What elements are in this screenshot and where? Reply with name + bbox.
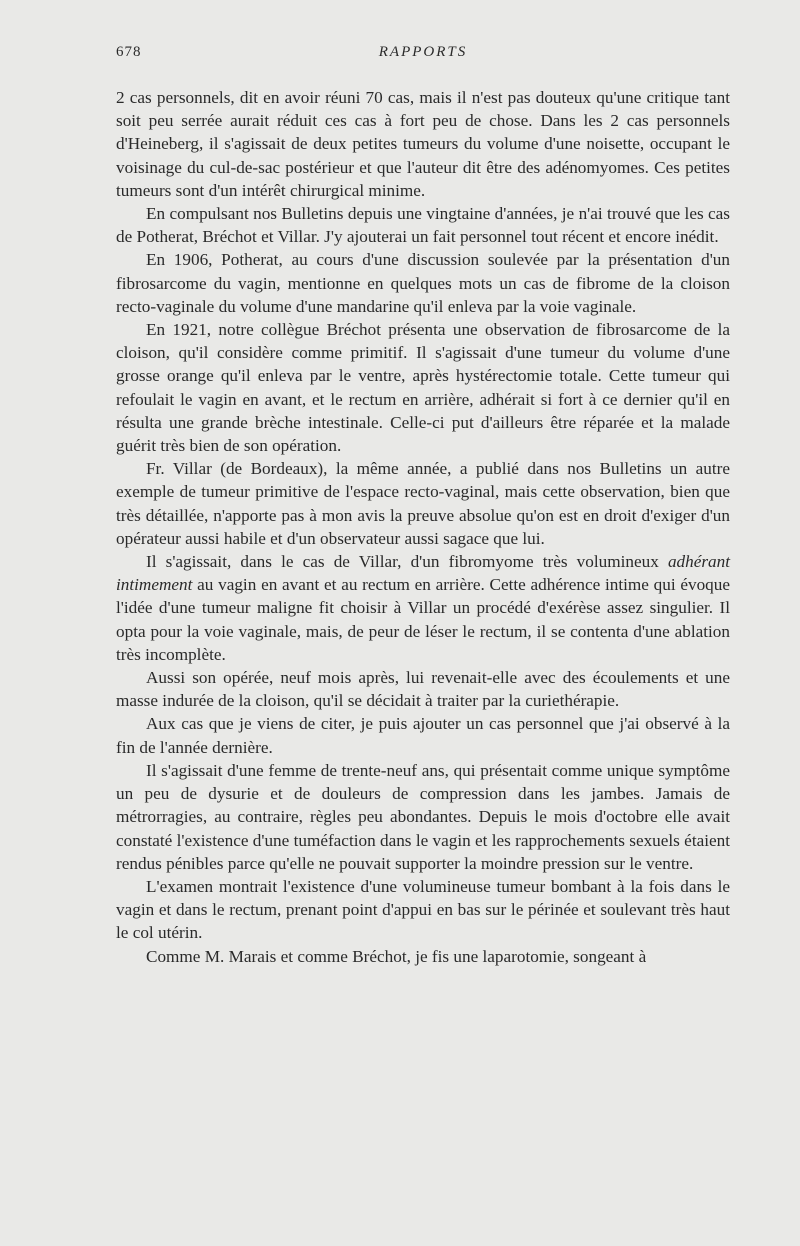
paragraph-10: L'examen montrait l'existence d'une volumineuse tumeur bombant à la fois dans le vagin et dans le rectum, prenant point d'appui en bas sur le périnée et soulevant très haut le col utérin. [116, 876, 730, 943]
paragraph-2: En compulsant nos Bulletins depuis une vingtaine d'années, je n'ai trouvé que les cas de Potherat, Bréchot et Villar. J'y ajouterai un fait personnel tout récent et encore inédit. [116, 204, 730, 247]
running-title: RAPPORTS [378, 44, 468, 60]
paragraph-4: En 1921, notre collègue Bréchot présenta une observation de fibrosarcome de la cloison, qu'il considère comme primitif. Il s'agissait d'une tumeur du volume d'une grosse orange qu'il enleva par le ventre, après hystérectomie totale. Cette tumeur qui refoulait le vagin en avant, et le rectum en arrière, adhérait si fort à ce dernier qu'il en résulta une grande brèche intestinale. Celle-ci put d'ailleurs être réparée et la malade guérit très bien de son opération. [116, 320, 730, 456]
paragraph-6-after: au vagin en avant et au rectum en arrière. Cette adhérence intime qui évoque l'idée d'une tumeur maligne fit choisir à Villar un procédé d'exérèse assez singulier. Il opta pour la voie vaginale, mais, de peur de léser le rectum, il se contenta d'une ablation très incomplète. [116, 575, 730, 664]
paragraph-11: Comme M. Marais et comme Bréchot, je fis une laparotomie, songeant à [146, 946, 647, 966]
body-text [116, 86, 730, 968]
paragraph-6 [116, 550, 730, 666]
paragraph-6-emphasis: adhérant intimement [116, 552, 730, 595]
paragraph-9: Il s'agissait d'une femme de trente-neuf ans, qui présentait comme unique symptôme un peu de dysurie et de douleurs de compression dans les jambes. Jamais de métrorragies, au contraire, règles peu abondantes. Depuis le mois d'octobre elle avait constaté l'existence d'une tuméfaction dans le vagin et les rapprochements sexuels étaient rendus pénibles parce qu'elle ne pouvait supporter la moindre pression sur le ventre. [116, 760, 730, 873]
paragraph-6-before: Il s'agissait, dans le cas de Villar, d'un fibromyome très volumineux [146, 552, 668, 572]
paragraph-8: Aux cas que je viens de citer, je puis ajouter un cas personnel que j'ai observé à la fin de l'année dernière. [116, 714, 730, 757]
paragraph-7: Aussi son opérée, neuf mois après, lui revenait-elle avec des écoulements et une masse indurée de la cloison, qu'il se décidait à traiter par la curiethérapie. [116, 668, 730, 711]
page-header [116, 40, 730, 66]
paragraph-5: Fr. Villar (de Bordeaux), la même année, a publié dans nos Bulletins un autre exemple de tumeur primitive de l'espace recto-vaginal, mais cette observation, bien que très détaillée, n'apporte pas à mon avis la preuve absolue qu'on est en droit d'exiger d'un opérateur aussi habile et d'un observateur aussi sagace que lui. [116, 459, 730, 548]
paragraph-1: 2 cas personnels, dit en avoir réuni 70 cas, mais il n'est pas douteux qu'une critique tant soit peu serrée aurait réduit ces cas à fort peu de chose. Dans les 2 cas personnels d'Heineberg, il s'agissait de deux petites tumeurs du volume d'une noisette, occupant le voisinage du cul-de-sac postérieur et que l'auteur dit être des adénomyomes. Ces petites tumeurs sont d'un intérêt chirurgical minime. [116, 88, 730, 200]
page-number: 678 [116, 44, 142, 60]
paragraph-3: En 1906, Potherat, au cours d'une discussion soulevée par la présentation d'un fibrosarcome du vagin, mentionne en quelques mots un cas de fibrome de la cloison recto-vaginale du volume d'une mandarine qu'il enleva par la voie vaginale. [116, 250, 730, 316]
